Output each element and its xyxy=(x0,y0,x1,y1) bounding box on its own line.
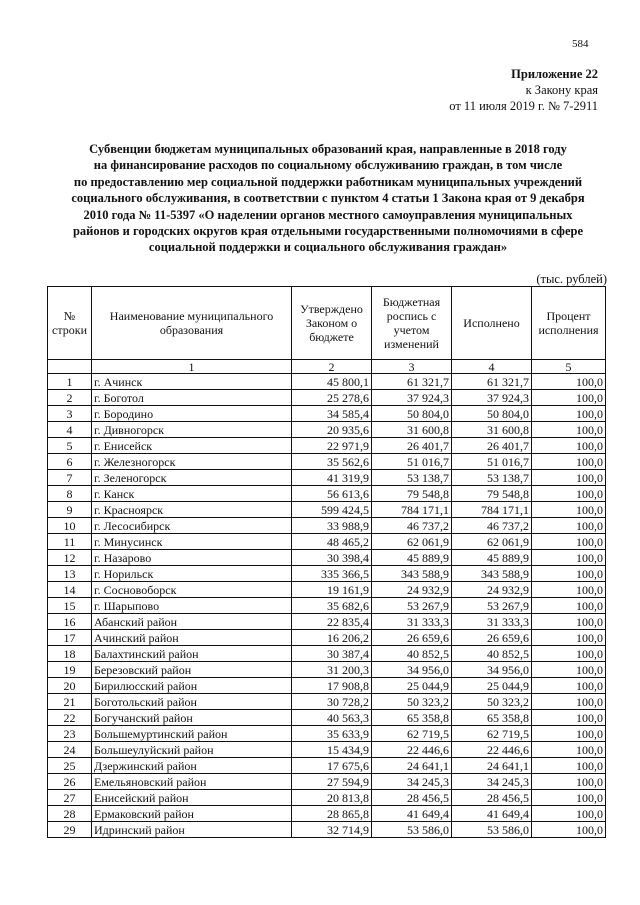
schedule-amount: 26 401,7 xyxy=(372,438,452,454)
schedule-amount: 31 333,3 xyxy=(372,614,452,630)
header-municipality-name: Наименование муниципального образования xyxy=(92,287,292,360)
municipality-name: Березовский район xyxy=(92,662,292,678)
approved-amount: 48 465,2 xyxy=(292,534,372,550)
row-number: 10 xyxy=(48,518,92,534)
title-line: 2010 года № 11-5397 «О наделении органов местного самоуправления муниципальных xyxy=(83,207,573,222)
approved-amount: 20 813,8 xyxy=(292,790,372,806)
approved-amount: 335 366,5 xyxy=(292,566,372,582)
schedule-amount: 65 358,8 xyxy=(372,710,452,726)
appendix-date: от 11 июля 2019 г. № 7-2911 xyxy=(449,99,598,113)
executed-amount: 53 138,7 xyxy=(452,470,532,486)
executed-amount: 34 245,3 xyxy=(452,774,532,790)
table-row xyxy=(48,790,606,806)
execution-percent: 100,0 xyxy=(532,502,606,518)
table-row xyxy=(48,374,606,390)
municipality-name: г. Назарово xyxy=(92,550,292,566)
row-number: 18 xyxy=(48,646,92,662)
row-number: 23 xyxy=(48,726,92,742)
execution-percent: 100,0 xyxy=(532,582,606,598)
approved-amount: 56 613,6 xyxy=(292,486,372,502)
approved-amount: 16 206,2 xyxy=(292,630,372,646)
table-row xyxy=(48,550,606,566)
approved-amount: 17 908,8 xyxy=(292,678,372,694)
executed-amount: 784 171,1 xyxy=(452,502,532,518)
schedule-amount: 24 641,1 xyxy=(372,758,452,774)
approved-amount: 15 434,9 xyxy=(292,742,372,758)
municipality-name: г. Зеленогорск xyxy=(92,470,292,486)
municipality-name: Бирилюсский район xyxy=(92,678,292,694)
table-row xyxy=(48,678,606,694)
column-number: 5 xyxy=(532,360,606,374)
table-row xyxy=(48,646,606,662)
executed-amount: 61 321,7 xyxy=(452,374,532,390)
schedule-amount: 24 932,9 xyxy=(372,582,452,598)
municipality-name: г. Норильск xyxy=(92,566,292,582)
schedule-amount: 25 044,9 xyxy=(372,678,452,694)
approved-amount: 19 161,9 xyxy=(292,582,372,598)
executed-amount: 24 932,9 xyxy=(452,582,532,598)
table-row xyxy=(48,662,606,678)
row-number: 29 xyxy=(48,822,92,838)
executed-amount: 65 358,8 xyxy=(452,710,532,726)
execution-percent: 100,0 xyxy=(532,630,606,646)
table-header-row xyxy=(48,287,606,360)
executed-amount: 26 401,7 xyxy=(452,438,532,454)
execution-percent: 100,0 xyxy=(532,406,606,422)
municipality-name: г. Боготол xyxy=(92,390,292,406)
execution-percent: 100,0 xyxy=(532,710,606,726)
executed-amount: 24 641,1 xyxy=(452,758,532,774)
row-number: 17 xyxy=(48,630,92,646)
executed-amount: 50 323,2 xyxy=(452,694,532,710)
municipality-name: Большеулуйский район xyxy=(92,742,292,758)
municipality-name: г. Ачинск xyxy=(92,374,292,390)
approved-amount: 22 835,4 xyxy=(292,614,372,630)
row-number: 2 xyxy=(48,390,92,406)
table-row xyxy=(48,710,606,726)
executed-amount: 40 852,5 xyxy=(452,646,532,662)
approved-amount: 20 935,6 xyxy=(292,422,372,438)
approved-amount: 25 278,6 xyxy=(292,390,372,406)
units-label: (тыс. рублей) xyxy=(536,272,607,286)
execution-percent: 100,0 xyxy=(532,374,606,390)
municipality-name: г. Канск xyxy=(92,486,292,502)
execution-percent: 100,0 xyxy=(532,566,606,582)
execution-percent: 100,0 xyxy=(532,646,606,662)
schedule-amount: 41 649,4 xyxy=(372,806,452,822)
approved-amount: 41 319,9 xyxy=(292,470,372,486)
schedule-amount: 34 956,0 xyxy=(372,662,452,678)
executed-amount: 34 956,0 xyxy=(452,662,532,678)
table-row xyxy=(48,774,606,790)
execution-percent: 100,0 xyxy=(532,806,606,822)
execution-percent: 100,0 xyxy=(532,486,606,502)
municipality-name: Ермаковский район xyxy=(92,806,292,822)
schedule-amount: 46 737,2 xyxy=(372,518,452,534)
approved-amount: 22 971,9 xyxy=(292,438,372,454)
approved-amount: 35 682,6 xyxy=(292,598,372,614)
execution-percent: 100,0 xyxy=(532,614,606,630)
schedule-amount: 50 804,0 xyxy=(372,406,452,422)
approved-amount: 45 800,1 xyxy=(292,374,372,390)
schedule-amount: 37 924,3 xyxy=(372,390,452,406)
row-number: 6 xyxy=(48,454,92,470)
table-row xyxy=(48,630,606,646)
row-number: 16 xyxy=(48,614,92,630)
executed-amount: 28 456,5 xyxy=(452,790,532,806)
executed-amount: 41 649,4 xyxy=(452,806,532,822)
table-row xyxy=(48,726,606,742)
table-row xyxy=(48,758,606,774)
header-approved: Утверждено Законом о бюджете xyxy=(292,287,372,360)
table-row xyxy=(48,822,606,838)
appendix-block xyxy=(449,66,598,114)
title-line: социального обслуживания, в соответствии с пунктом 4 статьи 1 Закона края от 9 декабря xyxy=(71,191,585,206)
row-number: 11 xyxy=(48,534,92,550)
approved-amount: 30 398,4 xyxy=(292,550,372,566)
municipality-name: Богучанский район xyxy=(92,710,292,726)
execution-percent: 100,0 xyxy=(532,422,606,438)
table-row xyxy=(48,566,606,582)
municipality-name: г. Бородино xyxy=(92,406,292,422)
schedule-amount: 51 016,7 xyxy=(372,454,452,470)
row-number: 8 xyxy=(48,486,92,502)
row-number: 25 xyxy=(48,758,92,774)
approved-amount: 28 865,8 xyxy=(292,806,372,822)
title-line: по предоставлению мер социальной поддержки работникам муниципальных учреждений xyxy=(73,174,583,189)
appendix-title: Приложение 22 xyxy=(511,67,598,81)
schedule-amount: 784 171,1 xyxy=(372,502,452,518)
table-row xyxy=(48,614,606,630)
table-row xyxy=(48,422,606,438)
schedule-amount: 61 321,7 xyxy=(372,374,452,390)
execution-percent: 100,0 xyxy=(532,598,606,614)
row-number: 26 xyxy=(48,774,92,790)
executed-amount: 50 804,0 xyxy=(452,406,532,422)
municipality-name: г. Лесосибирск xyxy=(92,518,292,534)
schedule-amount: 22 446,6 xyxy=(372,742,452,758)
column-number: 4 xyxy=(452,360,532,374)
municipality-name: Боготольский район xyxy=(92,694,292,710)
executed-amount: 22 446,6 xyxy=(452,742,532,758)
schedule-amount: 79 548,8 xyxy=(372,486,452,502)
municipality-name: г. Енисейск xyxy=(92,438,292,454)
table-row xyxy=(48,438,606,454)
row-number: 13 xyxy=(48,566,92,582)
table-row xyxy=(48,806,606,822)
approved-amount: 30 728,2 xyxy=(292,694,372,710)
municipality-name: Ачинский район xyxy=(92,630,292,646)
schedule-amount: 53 138,7 xyxy=(372,470,452,486)
title-line: Субвенции бюджетам муниципальных образований края, направленные в 2018 году xyxy=(89,142,567,156)
table-row xyxy=(48,518,606,534)
execution-percent: 100,0 xyxy=(532,438,606,454)
title-line: на финансирование расходов по социальному обслуживанию граждан, в том числе xyxy=(93,158,563,173)
execution-percent: 100,0 xyxy=(532,758,606,774)
header-executed: Исполнено xyxy=(452,287,532,360)
execution-percent: 100,0 xyxy=(532,518,606,534)
row-number: 1 xyxy=(48,374,92,390)
header-row-number: № строки xyxy=(48,287,92,360)
executed-amount: 62 061,9 xyxy=(452,534,532,550)
municipality-name: Абанский район xyxy=(92,614,292,630)
table-row xyxy=(48,742,606,758)
title-line: районов и городских округов края отдельными государственными полномочиями в сфере xyxy=(72,224,583,239)
execution-percent: 100,0 xyxy=(532,550,606,566)
row-number: 4 xyxy=(48,422,92,438)
executed-amount: 53 267,9 xyxy=(452,598,532,614)
row-number: 21 xyxy=(48,694,92,710)
executed-amount: 31 333,3 xyxy=(452,614,532,630)
executed-amount: 37 924,3 xyxy=(452,390,532,406)
approved-amount: 32 714,9 xyxy=(292,822,372,838)
schedule-amount: 62 061,9 xyxy=(372,534,452,550)
schedule-amount: 53 267,9 xyxy=(372,598,452,614)
approved-amount: 30 387,4 xyxy=(292,646,372,662)
municipality-name: г. Сосновоборск xyxy=(92,582,292,598)
column-number: 3 xyxy=(372,360,452,374)
schedule-amount: 53 586,0 xyxy=(372,822,452,838)
table-row xyxy=(48,598,606,614)
approved-amount: 599 424,5 xyxy=(292,502,372,518)
document-title xyxy=(48,141,608,256)
schedule-amount: 28 456,5 xyxy=(372,790,452,806)
row-number: 3 xyxy=(48,406,92,422)
execution-percent: 100,0 xyxy=(532,454,606,470)
approved-amount: 35 633,9 xyxy=(292,726,372,742)
table-row xyxy=(48,406,606,422)
executed-amount: 79 548,8 xyxy=(452,486,532,502)
subvention-table xyxy=(47,286,606,838)
execution-percent: 100,0 xyxy=(532,470,606,486)
executed-amount: 26 659,6 xyxy=(452,630,532,646)
schedule-amount: 26 659,6 xyxy=(372,630,452,646)
schedule-amount: 62 719,5 xyxy=(372,726,452,742)
executed-amount: 53 586,0 xyxy=(452,822,532,838)
execution-percent: 100,0 xyxy=(532,774,606,790)
approved-amount: 33 988,9 xyxy=(292,518,372,534)
schedule-amount: 40 852,5 xyxy=(372,646,452,662)
row-number: 28 xyxy=(48,806,92,822)
table-row xyxy=(48,470,606,486)
execution-percent: 100,0 xyxy=(532,694,606,710)
table-row xyxy=(48,390,606,406)
municipality-name: Балахтинский район xyxy=(92,646,292,662)
execution-percent: 100,0 xyxy=(532,534,606,550)
executed-amount: 343 588,9 xyxy=(452,566,532,582)
municipality-name: г. Шарыпово xyxy=(92,598,292,614)
approved-amount: 40 563,3 xyxy=(292,710,372,726)
table-row xyxy=(48,534,606,550)
table-row xyxy=(48,502,606,518)
municipality-name: Дзержинский район xyxy=(92,758,292,774)
page-number: 584 xyxy=(572,38,589,50)
approved-amount: 27 594,9 xyxy=(292,774,372,790)
executed-amount: 31 600,8 xyxy=(452,422,532,438)
title-line: социальной поддержки и социального обслуживания граждан» xyxy=(148,240,508,255)
executed-amount: 25 044,9 xyxy=(452,678,532,694)
table-row xyxy=(48,694,606,710)
schedule-amount: 343 588,9 xyxy=(372,566,452,582)
row-number: 19 xyxy=(48,662,92,678)
row-number: 9 xyxy=(48,502,92,518)
schedule-amount: 45 889,9 xyxy=(372,550,452,566)
row-number: 24 xyxy=(48,742,92,758)
schedule-amount: 31 600,8 xyxy=(372,422,452,438)
row-number: 12 xyxy=(48,550,92,566)
column-number-row xyxy=(48,360,606,374)
municipality-name: г. Минусинск xyxy=(92,534,292,550)
table-row xyxy=(48,582,606,598)
column-number: 1 xyxy=(92,360,292,374)
municipality-name: Идринский район xyxy=(92,822,292,838)
row-number: 27 xyxy=(48,790,92,806)
approved-amount: 17 675,6 xyxy=(292,758,372,774)
column-number-empty xyxy=(48,360,92,374)
municipality-name: Енисейский район xyxy=(92,790,292,806)
table-row xyxy=(48,454,606,470)
execution-percent: 100,0 xyxy=(532,790,606,806)
municipality-name: г. Дивногорск xyxy=(92,422,292,438)
executed-amount: 46 737,2 xyxy=(452,518,532,534)
executed-amount: 45 889,9 xyxy=(452,550,532,566)
municipality-name: г. Железногорск xyxy=(92,454,292,470)
execution-percent: 100,0 xyxy=(532,742,606,758)
executed-amount: 62 719,5 xyxy=(452,726,532,742)
schedule-amount: 34 245,3 xyxy=(372,774,452,790)
municipality-name: Емельяновский район xyxy=(92,774,292,790)
approved-amount: 34 585,4 xyxy=(292,406,372,422)
header-execution-percent: Процент исполнения xyxy=(532,287,606,360)
row-number: 20 xyxy=(48,678,92,694)
municipality-name: Большемуртинский район xyxy=(92,726,292,742)
column-number: 2 xyxy=(292,360,372,374)
approved-amount: 31 200,3 xyxy=(292,662,372,678)
row-number: 5 xyxy=(48,438,92,454)
header-budget-schedule: Бюджетная роспись с учетом изменений xyxy=(372,287,452,360)
row-number: 7 xyxy=(48,470,92,486)
row-number: 15 xyxy=(48,598,92,614)
schedule-amount: 50 323,2 xyxy=(372,694,452,710)
execution-percent: 100,0 xyxy=(532,726,606,742)
row-number: 22 xyxy=(48,710,92,726)
table-row xyxy=(48,486,606,502)
execution-percent: 100,0 xyxy=(532,822,606,838)
municipality-name: г. Красноярск xyxy=(92,502,292,518)
approved-amount: 35 562,6 xyxy=(292,454,372,470)
execution-percent: 100,0 xyxy=(532,662,606,678)
execution-percent: 100,0 xyxy=(532,678,606,694)
executed-amount: 51 016,7 xyxy=(452,454,532,470)
row-number: 14 xyxy=(48,582,92,598)
appendix-law-ref: к Закону края xyxy=(525,83,598,97)
execution-percent: 100,0 xyxy=(532,390,606,406)
